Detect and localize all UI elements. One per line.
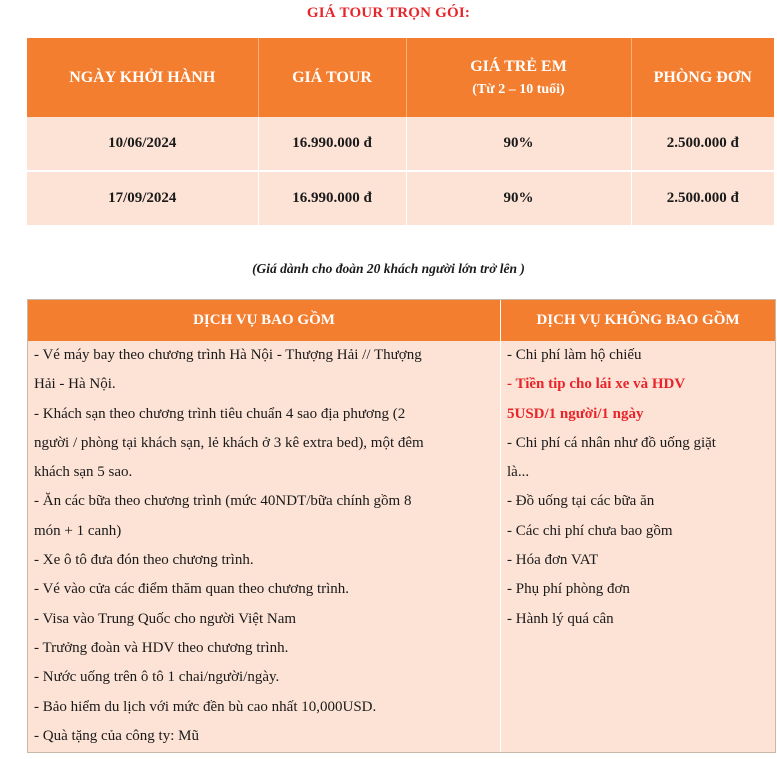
list-item: - Trưởng đoàn và HDV theo chương trình. — [34, 639, 289, 656]
group-note: (Giá dành cho đoàn 20 khách người lớn trở lên ) — [252, 261, 525, 276]
list-item: - Phụ phí phòng đơn — [507, 581, 630, 598]
excluded-header: DỊCH VỤ KHÔNG BAO GỒM — [501, 300, 775, 341]
cell-child: 90% — [406, 171, 631, 225]
included-list — [28, 341, 500, 751]
cell-child: 90% — [406, 117, 631, 171]
list-item: - Bảo hiểm du lịch với mức đền bù cao nhất 10,000USD. — [34, 698, 377, 715]
price-table — [27, 38, 774, 225]
header-child — [406, 38, 631, 117]
cell-single: 2.500.000 đ — [631, 171, 774, 225]
list-item-highlight: 5USD/1 người/1 ngày — [507, 405, 644, 422]
table-row — [27, 117, 774, 171]
list-item: - Hành lý quá cân — [507, 610, 614, 627]
price-table-header — [27, 38, 774, 117]
cell-price: 16.990.000 đ — [258, 117, 406, 171]
page-title: GIÁ TOUR TRỌN GÓI: — [306, 5, 471, 21]
cell-date: 10/06/2024 — [27, 117, 258, 171]
header-price: GIÁ TOUR — [258, 38, 406, 117]
list-item: - Các chi phí chưa bao gồm — [507, 522, 673, 539]
list-item: - Nước uống trên ô tô 1 chai/người/ngày. — [34, 669, 280, 686]
list-item: - Khách sạn theo chương trình tiêu chuẩn 4 sao địa phương (2 — [34, 405, 406, 422]
list-item: - Vé máy bay theo chương trình Hà Nội - Thượng Hải // Thượng — [34, 347, 422, 363]
list-item-highlight: - Tiền tip cho lái xe và HDV — [507, 376, 686, 393]
excluded-list-panel — [501, 341, 775, 752]
cell-price: 16.990.000 đ — [258, 171, 406, 225]
cell-date: 17/09/2024 — [27, 171, 258, 225]
column-divider — [500, 300, 501, 752]
list-item: - Chi phí làm hộ chiếu — [507, 347, 642, 363]
services-table — [27, 299, 776, 753]
list-item: - Xe ô tô đưa đón theo chương trình. — [34, 552, 254, 569]
list-item: - Hóa đơn VAT — [507, 552, 599, 569]
list-item: Hải - Hà Nội. — [34, 376, 116, 393]
list-item: - Chi phí cá nhân như đồ uống giặt — [507, 434, 716, 451]
list-item: - Ăn các bữa theo chương trình (mức 40NDT/bữa chính gồm 8 — [34, 493, 412, 510]
list-item: người / phòng tại khách sạn, lẻ khách ở 3 kê extra bed), một đêm — [34, 434, 424, 451]
header-single: PHÒNG ĐƠN — [631, 38, 774, 117]
included-header: DỊCH VỤ BAO GỒM — [28, 300, 500, 341]
list-item: - Vé vào cửa các điểm thăm quan theo chương trình. — [34, 581, 350, 598]
header-child-label: GIÁ TRẺ EM — [470, 57, 567, 75]
header-departure: NGÀY KHỞI HÀNH — [27, 38, 258, 117]
list-item: - Quà tặng của công ty: Mũ — [34, 727, 199, 744]
list-item: - Visa vào Trung Quốc cho người Việt Nam — [34, 610, 297, 627]
list-item: - Đồ uống tại các bữa ăn — [507, 493, 655, 510]
header-child-sub: (Từ 2 – 10 tuổi) — [472, 81, 565, 97]
excluded-list — [501, 341, 775, 634]
cell-single: 2.500.000 đ — [631, 117, 774, 171]
list-item: món + 1 canh) — [34, 522, 122, 539]
list-item: khách sạn 5 sao. — [34, 464, 133, 481]
included-list-panel — [28, 341, 500, 752]
table-row — [27, 171, 774, 225]
list-item: là... — [507, 464, 530, 481]
